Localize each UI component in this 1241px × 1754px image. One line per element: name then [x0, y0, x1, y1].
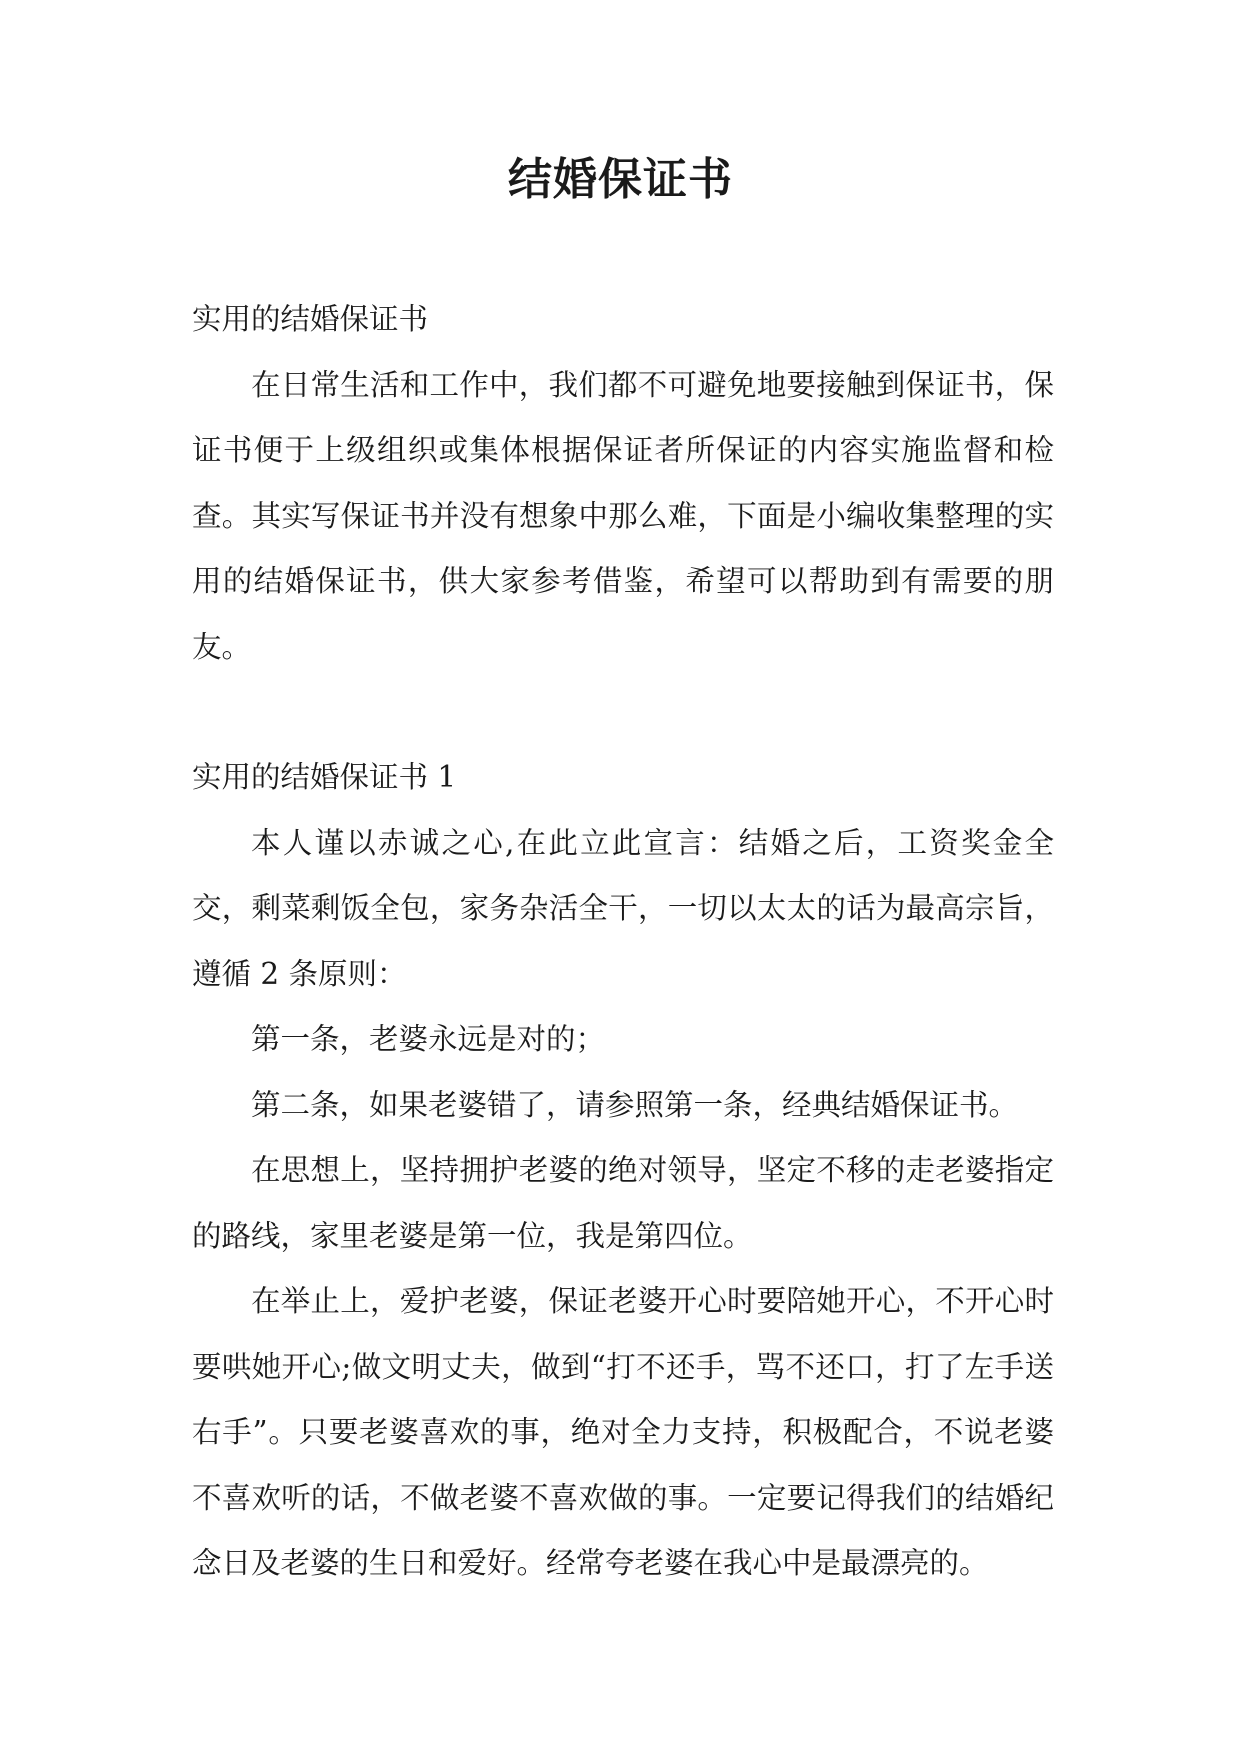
paragraph-rule-2: 第二条，如果老婆错了，请参照第一条，经典结婚保证书。 [251, 1087, 1019, 1122]
paragraph-behavior: 在举止上，爱护老婆，保证老婆开心时要陪她开心，不开心时要哄她开心;做文明丈夫，做到“打不还手，骂不还口，打了左手送右手”。只要老婆喜欢的事，绝对全力支持，积极配合，不说老婆不喜欢听的话，不做老婆不喜欢做的事。一定要记得我们的结婚纪念日及老婆的生日和爱好。经常夸老婆在我心中是最漂亮的。 [192, 1284, 1054, 1580]
paragraph-thought: 在思想上，坚持拥护老婆的绝对领导，坚定不移的走老婆指定的路线，家里老婆是第一位，我是第四位。 [192, 1153, 1054, 1253]
document-title: 结婚保证书 [508, 154, 733, 205]
paragraph-pledge: 本人谨以赤诚之心,在此立此宣言：结婚之后，工资奖金全交，剩菜剩饭全包，家务杂活全干，一切以太太的话为最高宗旨，遵循 2 条原则： [192, 825, 1054, 991]
section-spacer [192, 680, 1054, 745]
paragraph-rule-1: 第一条，老婆永远是对的； [251, 1022, 606, 1056]
intro-heading: 实用的结婚保证书 [192, 302, 429, 336]
document-body [192, 287, 1054, 1597]
intro-paragraph: 在日常生活和工作中，我们都不可避免地要接触到保证书，保证书便于上级组织或集体根据保证者所保证的内容实施监督和检查。其实写保证书并没有想象中那么难，下面是小编收集整理的实用的结婚保证书，供大家参考借鉴，希望可以帮助到有需要的朋友。 [192, 367, 1054, 664]
section-1-heading: 实用的结婚保证书 1 [192, 760, 457, 794]
